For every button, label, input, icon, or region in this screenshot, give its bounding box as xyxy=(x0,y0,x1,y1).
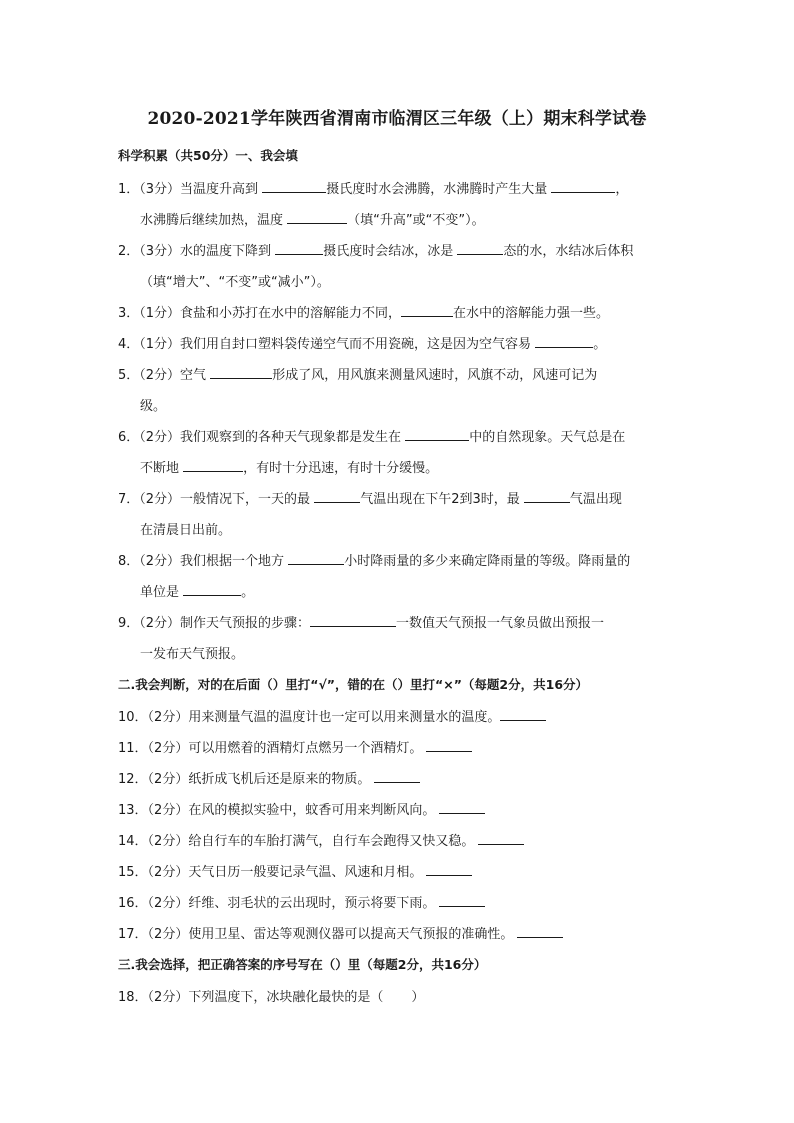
answer-blank[interactable] xyxy=(401,304,453,317)
answer-blank[interactable] xyxy=(457,242,503,255)
answer-blank[interactable] xyxy=(310,614,396,627)
answer-blank[interactable] xyxy=(551,180,615,193)
answer-blank[interactable] xyxy=(478,832,524,845)
question-9-cont: 一发布天气预报。 xyxy=(140,647,245,662)
question-8: 8．（2分）我们根据一个地方 小时降雨量的多少来确定降雨量的等级。降雨量的 xyxy=(118,554,631,569)
question-3: 3．（1分）食盐和小苏打在水中的溶解能力不同， 在水中的溶解能力强一些。 xyxy=(118,306,610,321)
answer-blank[interactable] xyxy=(183,583,241,596)
exam-title: 2020-2021学年陕西省渭南市临渭区三年级（上）期末科学试卷 xyxy=(147,109,647,129)
answer-blank[interactable] xyxy=(275,242,323,255)
answer-blank[interactable] xyxy=(426,863,472,876)
question-15: 15．（2分）天气日历一般要记录气温、风速和月相。 xyxy=(118,861,472,880)
section-fill-heading: 科学积累（共50分）一、我会填 xyxy=(118,148,298,163)
answer-blank[interactable] xyxy=(314,490,360,503)
answer-blank[interactable] xyxy=(535,335,593,348)
question-5: 5．（2分）空气 形成了风，用风旗来测量风速时，风旗不动，风速可记为 xyxy=(118,368,598,383)
answer-blank[interactable] xyxy=(524,490,570,503)
question-18: 18．（2分）下列温度下，冰块融化最快的是（ ） xyxy=(118,990,425,1005)
answer-blank[interactable] xyxy=(287,211,347,224)
question-8-cont: 单位是 。 xyxy=(140,585,255,600)
answer-blank[interactable] xyxy=(288,552,344,565)
question-6: 6．（2分）我们观察到的各种天气现象都是发生在 中的自然现象。天气总是在 xyxy=(118,430,626,445)
answer-blank[interactable] xyxy=(405,428,469,441)
answer-blank[interactable] xyxy=(262,180,326,193)
answer-blank[interactable] xyxy=(374,770,420,783)
question-1-cont: 水沸腾后继续加热，温度 （填“升高”或“不变”）。 xyxy=(140,213,485,228)
answer-blank[interactable] xyxy=(210,366,272,379)
answer-blank[interactable] xyxy=(517,925,563,938)
question-4: 4．（1分）我们用自封口塑料袋传递空气而不用瓷碗，这是因为空气容易 。 xyxy=(118,337,607,352)
question-6-cont: 不断地 ，有时十分迅速，有时十分缓慢。 xyxy=(140,461,439,476)
answer-blank[interactable] xyxy=(439,894,485,907)
question-14: 14．（2分）给自行车的车胎打满气，自行车会跑得又快又稳。 xyxy=(118,830,524,849)
question-1: 1．（3分）当温度升高到 摄氏度时水会沸腾，水沸腾时产生大量 ， xyxy=(118,182,629,197)
question-16: 16．（2分）纤维、羽毛状的云出现时，预示将要下雨。 xyxy=(118,892,485,911)
question-7: 7．（2分）一般情况下，一天的最 气温出现在下午2到3时，最 气温出现 xyxy=(118,492,622,507)
answer-blank[interactable] xyxy=(439,801,485,814)
question-13: 13．（2分）在风的模拟实验中，蚊香可用来判断风向。 xyxy=(118,799,485,818)
question-5-cont: 级。 xyxy=(140,399,167,414)
question-10: 10．（2分）用来测量气温的温度计也一定可以用来测量水的温度。 xyxy=(118,706,546,725)
question-17: 17．（2分）使用卫星、雷达等观测仪器可以提高天气预报的准确性。 xyxy=(118,923,563,942)
section-judge-heading: 二.我会判断，对的在后面（）里打“√”，错的在（）里打“×”（每题2分，共16分） xyxy=(118,677,589,692)
question-7-cont: 在清晨日出前。 xyxy=(140,523,232,538)
answer-blank[interactable] xyxy=(183,459,243,472)
question-9: 9．（2分）制作天气预报的步骤： 一数值天气预报一气象员做出预报一 xyxy=(118,616,605,631)
answer-blank[interactable] xyxy=(426,739,472,752)
answer-blank[interactable] xyxy=(500,708,546,721)
question-2-cont: （填“增大”、“不变”或“减小”）。 xyxy=(140,275,330,290)
section-choice-heading: 三.我会选择，把正确答案的序号写在（）里（每题2分，共16分） xyxy=(118,957,487,972)
question-12: 12．（2分）纸折成飞机后还是原来的物质。 xyxy=(118,768,420,787)
question-11: 11．（2分）可以用燃着的酒精灯点燃另一个酒精灯。 xyxy=(118,737,472,756)
question-2: 2．（3分）水的温度下降到 摄氏度时会结冰，冰是 态的水，水结冰后体积 xyxy=(118,244,634,259)
